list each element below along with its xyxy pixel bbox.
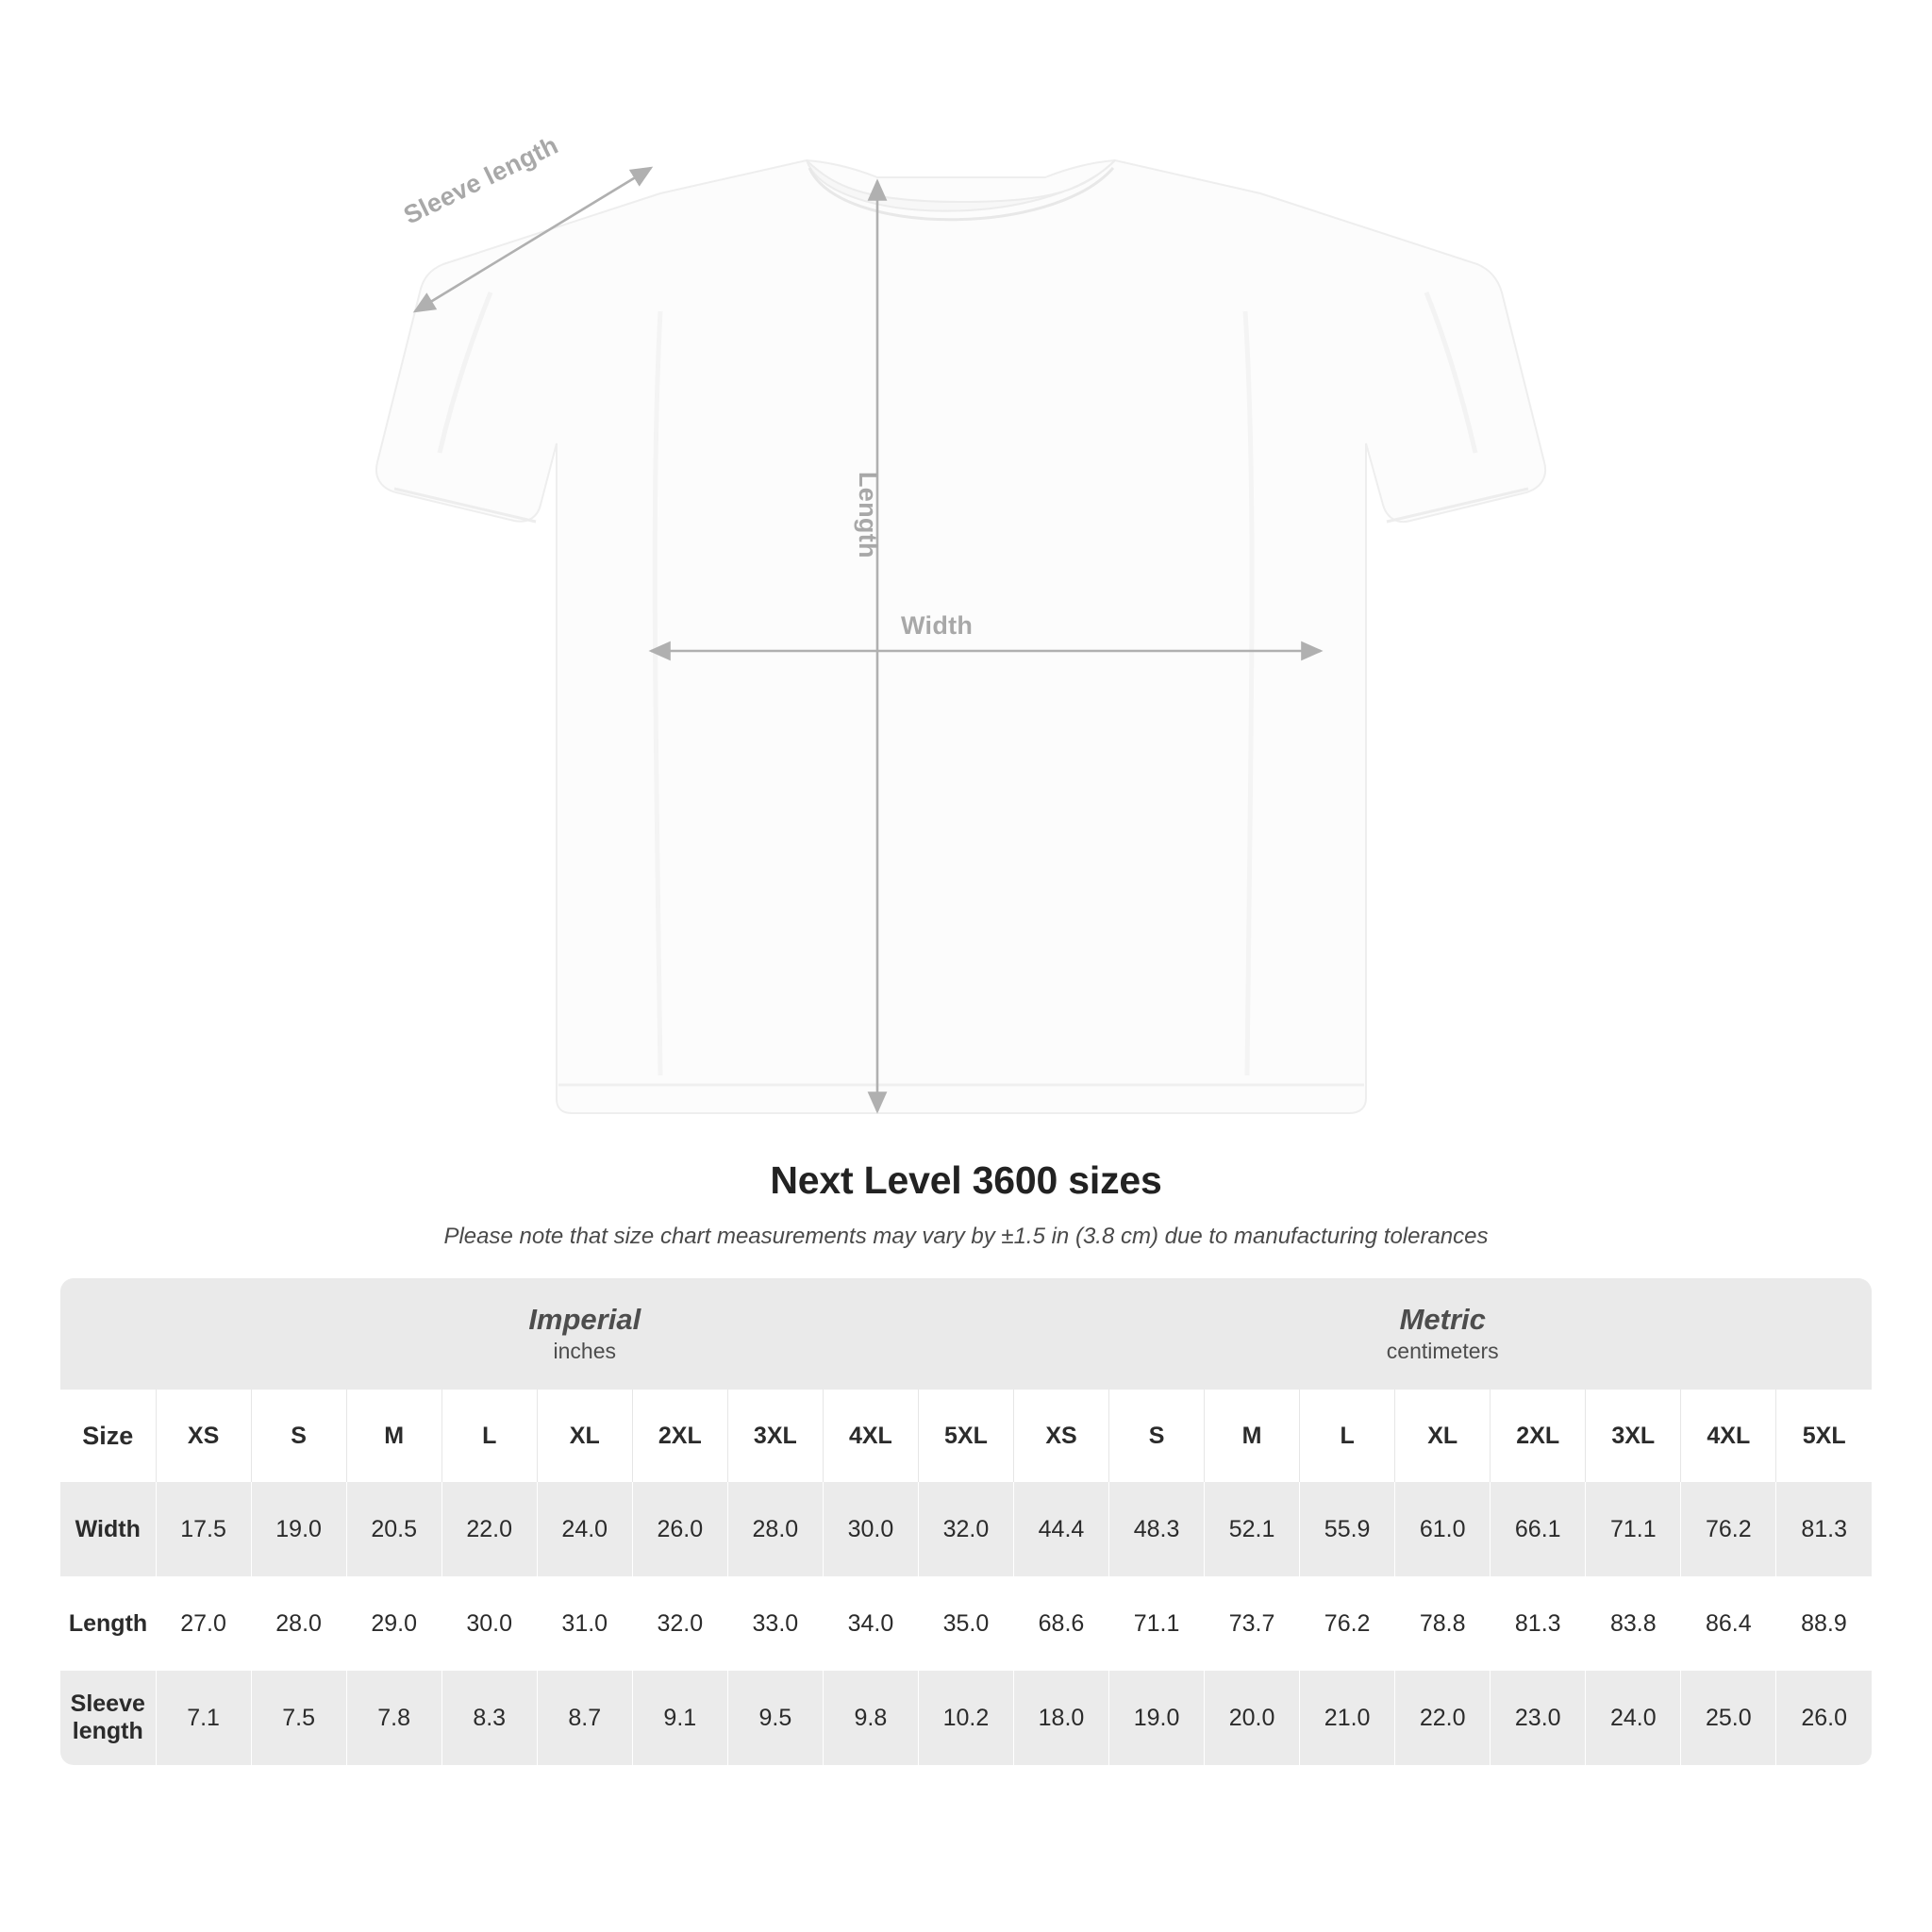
size-header-metric-s: S (1109, 1390, 1205, 1482)
cell-length-metric-s: 71.1 (1109, 1576, 1205, 1671)
cell-sleeve-metric-m: 20.0 (1205, 1671, 1300, 1765)
cell-sleeve-metric-3xl: 24.0 (1586, 1671, 1681, 1765)
cell-length-imperial-l: 30.0 (441, 1576, 537, 1671)
cell-width-imperial-5xl: 32.0 (918, 1482, 1013, 1576)
cell-length-imperial-xs: 27.0 (156, 1576, 251, 1671)
unit-group-imperial-unit: inches (553, 1339, 616, 1364)
cell-length-metric-xl: 78.8 (1395, 1576, 1491, 1671)
cell-width-metric-m: 52.1 (1205, 1482, 1300, 1576)
cell-sleeve-imperial-xs: 7.1 (156, 1671, 251, 1765)
cell-sleeve-imperial-2xl: 9.1 (632, 1671, 727, 1765)
cell-width-imperial-xs: 17.5 (156, 1482, 251, 1576)
page-title: Next Level 3600 sizes (770, 1158, 1162, 1202)
cell-width-imperial-4xl: 30.0 (823, 1482, 918, 1576)
cell-length-metric-3xl: 83.8 (1586, 1576, 1681, 1671)
cell-sleeve-imperial-5xl: 10.2 (918, 1671, 1013, 1765)
unit-group-metric-unit: centimeters (1386, 1339, 1499, 1364)
cell-sleeve-imperial-l: 8.3 (441, 1671, 537, 1765)
cell-sleeve-metric-2xl: 23.0 (1491, 1671, 1586, 1765)
size-header-imperial-xs: XS (156, 1390, 251, 1482)
cell-length-metric-xs: 68.6 (1013, 1576, 1108, 1671)
cell-length-metric-4xl: 86.4 (1681, 1576, 1776, 1671)
cell-width-imperial-3xl: 28.0 (727, 1482, 823, 1576)
cell-length-imperial-m: 29.0 (346, 1576, 441, 1671)
cell-length-metric-2xl: 81.3 (1491, 1576, 1586, 1671)
cell-sleeve-metric-l: 21.0 (1300, 1671, 1395, 1765)
size-header-metric-xl: XL (1395, 1390, 1491, 1482)
size-header-metric-m: M (1205, 1390, 1300, 1482)
cell-length-imperial-5xl: 35.0 (918, 1576, 1013, 1671)
cell-sleeve-imperial-3xl: 9.5 (727, 1671, 823, 1765)
size-header-metric-5xl: 5XL (1776, 1390, 1872, 1482)
size-table (60, 1278, 1872, 1765)
size-header-metric-2xl: 2XL (1491, 1390, 1586, 1482)
size-header-label: Size (60, 1390, 156, 1482)
table-row (60, 1671, 1872, 1765)
unit-row-spacer (60, 1278, 156, 1390)
cell-width-imperial-xl: 24.0 (537, 1482, 632, 1576)
size-header-metric-xs: XS (1013, 1390, 1108, 1482)
cell-width-metric-5xl: 81.3 (1776, 1482, 1872, 1576)
size-table-wrapper (60, 1278, 1872, 1765)
length-label: Length (854, 472, 882, 558)
cell-sleeve-metric-s: 19.0 (1109, 1671, 1205, 1765)
row-label-sleeve-length: Sleeve length (60, 1671, 156, 1765)
cell-width-imperial-m: 20.5 (346, 1482, 441, 1576)
cell-width-metric-2xl: 66.1 (1491, 1482, 1586, 1576)
size-header-imperial-s: S (251, 1390, 346, 1482)
size-header-imperial-4xl: 4XL (823, 1390, 918, 1482)
unit-group-metric (1013, 1278, 1872, 1390)
size-header-row (60, 1390, 1872, 1482)
cell-length-imperial-s: 28.0 (251, 1576, 346, 1671)
cell-width-metric-l: 55.9 (1300, 1482, 1395, 1576)
cell-sleeve-imperial-m: 7.8 (346, 1671, 441, 1765)
size-header-metric-4xl: 4XL (1681, 1390, 1776, 1482)
cell-sleeve-imperial-4xl: 9.8 (823, 1671, 918, 1765)
tolerance-note: Please note that size chart measurements may vary by ±1.5 in (3.8 cm) due to manufacturing tolerances (443, 1224, 1489, 1249)
cell-length-imperial-3xl: 33.0 (727, 1576, 823, 1671)
sleeve-length-label: Sleeve length (399, 130, 563, 230)
size-header-imperial-m: M (346, 1390, 441, 1482)
cell-width-metric-4xl: 76.2 (1681, 1482, 1776, 1576)
size-header-imperial-3xl: 3XL (727, 1390, 823, 1482)
cell-width-imperial-l: 22.0 (441, 1482, 537, 1576)
size-header-imperial-l: L (441, 1390, 537, 1482)
unit-group-imperial-name: Imperial (528, 1302, 641, 1336)
cell-sleeve-metric-5xl: 26.0 (1776, 1671, 1872, 1765)
size-header-metric-l: L (1300, 1390, 1395, 1482)
cell-width-metric-xs: 44.4 (1013, 1482, 1108, 1576)
cell-sleeve-imperial-xl: 8.7 (537, 1671, 632, 1765)
cell-width-metric-xl: 61.0 (1395, 1482, 1491, 1576)
cell-sleeve-metric-4xl: 25.0 (1681, 1671, 1776, 1765)
size-header-imperial-5xl: 5XL (918, 1390, 1013, 1482)
size-header-imperial-xl: XL (537, 1390, 632, 1482)
cell-sleeve-metric-xs: 18.0 (1013, 1671, 1108, 1765)
unit-group-metric-name: Metric (1399, 1302, 1486, 1336)
cell-width-metric-s: 48.3 (1109, 1482, 1205, 1576)
cell-sleeve-metric-xl: 22.0 (1395, 1671, 1491, 1765)
unit-header-row (60, 1278, 1872, 1390)
table-row (60, 1482, 1872, 1576)
table-row (60, 1576, 1872, 1671)
cell-length-metric-5xl: 88.9 (1776, 1576, 1872, 1671)
title-block (0, 1158, 1932, 1250)
cell-width-imperial-s: 19.0 (251, 1482, 346, 1576)
cell-length-metric-l: 76.2 (1300, 1576, 1395, 1671)
unit-group-imperial (156, 1278, 1013, 1390)
cell-length-imperial-2xl: 32.0 (632, 1576, 727, 1671)
cell-length-metric-m: 73.7 (1205, 1576, 1300, 1671)
cell-sleeve-imperial-s: 7.5 (251, 1671, 346, 1765)
row-label-width: Width (60, 1482, 156, 1576)
cell-width-metric-3xl: 71.1 (1586, 1482, 1681, 1576)
cell-length-imperial-4xl: 34.0 (823, 1576, 918, 1671)
width-label: Width (901, 611, 974, 640)
cell-width-imperial-2xl: 26.0 (632, 1482, 727, 1576)
size-header-imperial-2xl: 2XL (632, 1390, 727, 1482)
row-label-length: Length (60, 1576, 156, 1671)
cell-length-imperial-xl: 31.0 (537, 1576, 632, 1671)
size-header-metric-3xl: 3XL (1586, 1390, 1681, 1482)
